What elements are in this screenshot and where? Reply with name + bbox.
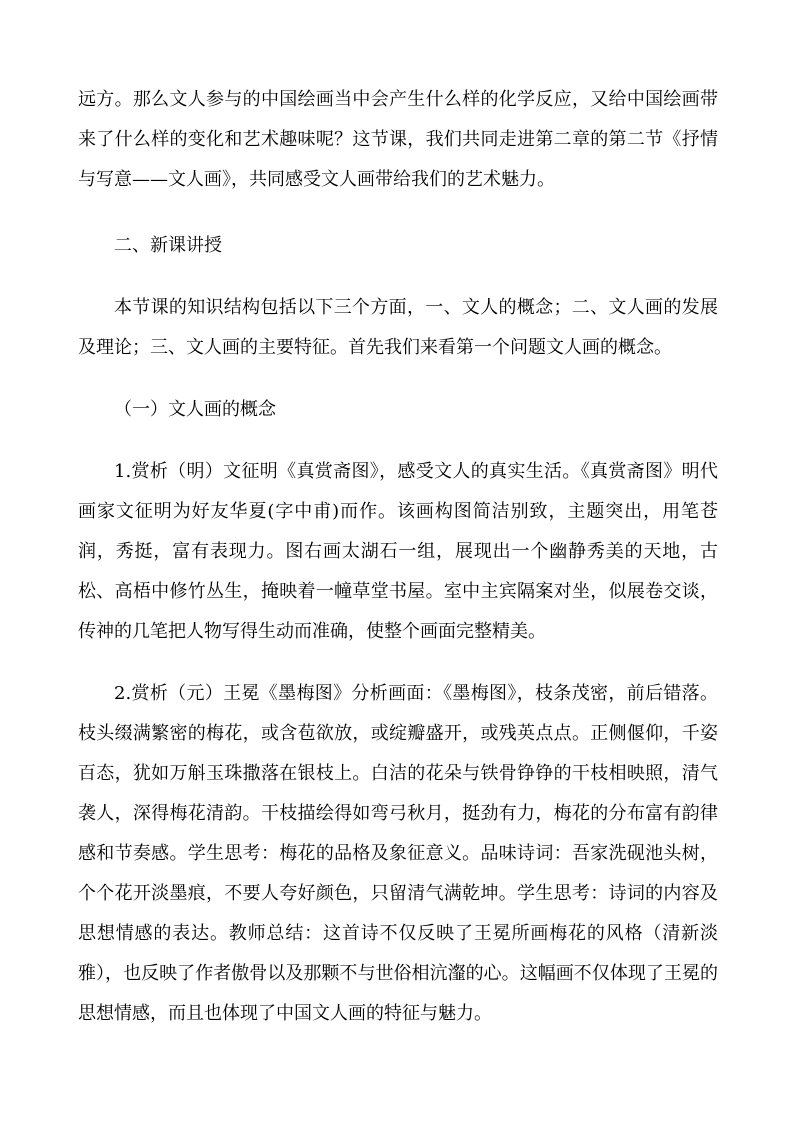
item1-paragraph: 1.赏析（明）文征明《真赏斋图》，感受文人的真实生活。《真赏斋图》明代画家文征明为好友华夏(字中甫)而作。该画构图简洁别致，主题突出，用笔苍润，秀挺，富有表现力。图右画太湖石一组，展现出一个幽静秀美的天地，古松、高梧中修竹丛生，掩映着一幢草堂书屋。室中主宾隔案对坐，似展卷交谈，传神的几笔把人物写得生动而准确，使整个画面完整精美。 (78, 461, 718, 642)
section-heading-new-lesson: 二、新课讲授 (114, 235, 222, 256)
structure-paragraph: 本节课的知识结构包括以下三个方面，一、文人的概念；二、文人画的发展及理论；三、文人画的主要特征。首先我们来看第一个问题文人画的概念。 (78, 297, 718, 358)
document-page (78, 80, 718, 1034)
item2-paragraph: 2.赏析（元）王冕《墨梅图》分析画面：《墨梅图》，枝条茂密，前后错落。枝头缀满繁密的梅花，或含苞欲放，或绽瓣盛开，或残英点点。正侧偃仰，千姿百态，犹如万斛玉珠撒落在银枝上。白洁的花朵与铁骨铮铮的干枝相映照，清气袭人，深得梅花清韵。干枝描绘得如弯弓秋月，挺劲有力，梅花的分布富有韵律感和节奏感。学生思考：梅花的品格及象征意义。品味诗词：吾家洗砚池头树，个个花开淡墨痕，不要人夸好颜色，只留清气满乾坤。学生思考：诗词的内容及思想情感的表达。教师总结：这首诗不仅反映了王冕所画梅花的风格（清新淡雅），也反映了作者傲骨以及那颗不与世俗相沆瀣的心。这幅画不仅体现了王冕的思想情感，而且也体现了中国文人画的特征与魅力。 (78, 683, 718, 1024)
intro-paragraph: 远方。那么文人参与的中国绘画当中会产生什么样的化学反应，又给中国绘画带来了什么样的变化和艺术趣味呢？这节课，我们共同走进第二章的第二节《抒情与写意——文人画》，共同感受文人画带给我们的艺术魅力。 (78, 89, 718, 190)
subsection-heading-concept: （一）文人画的概念 (114, 399, 276, 420)
